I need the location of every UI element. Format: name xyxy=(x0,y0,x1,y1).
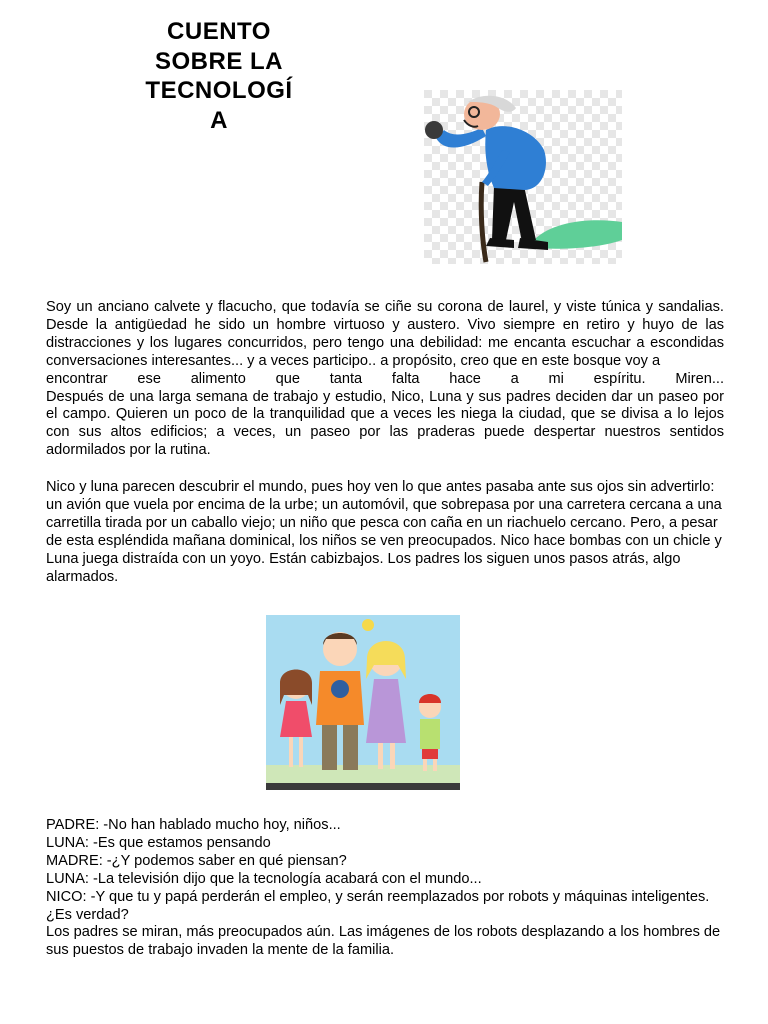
title-line: CUENTO xyxy=(167,18,271,45)
dialogue-line: MADRE: -¿Y podemos saber en qué piensan? xyxy=(46,852,347,869)
document-title xyxy=(138,17,300,135)
title-line: TECNOLOGÍ xyxy=(145,77,293,104)
dialogue-line: PADRE: -No han hablado mucho hoy, niños... xyxy=(46,817,341,833)
dialogue-line: NICO: -Y que tu y papá perderán el empleo, y serán reemplazados por robots y máquinas inteligentes. ¿Es verdad? xyxy=(46,888,710,923)
dialogue-line: LUNA: -La televisión dijo que la tecnología acabará con el mundo... xyxy=(46,870,482,887)
title-line: A xyxy=(210,106,228,134)
paragraph-discovery: Nico y luna parecen descubrir el mundo, pues hoy ven lo que antes pasaba ante sus ojos sin advertirlo: un avión que vuela por encima de la urbe; un automóvil, que sobrepasa por una carretera cercana a una carretilla tirada por un caballo viejo; un niño que pesca con caña en un riachuelo cercano. Pero, a pesar de esta espléndida mañana dominical, los niños se ven preocupados. Nico hace bombas con un chicle y Luna juega distraída con un yoyo. Están cabizbajos. Los padres los siguen unos pasos atrás, algo alarmados. xyxy=(46,479,722,585)
paragraph-intro xyxy=(46,299,724,460)
dialogue-line: LUNA: -Es que estamos pensando xyxy=(46,834,271,851)
family-illustration xyxy=(266,615,460,790)
paragraph-intro-part-2: encontrar ese alimento que tanta falta hace a mi espíritu. Miren... xyxy=(46,370,724,387)
closing-narration: Los padres se miran, más preocupados aún. Las imágenes de los robots desplazando a los hombres de sus puestos de trabajo invaden la mente de la familia. xyxy=(46,924,721,959)
paragraph-intro-part-3: Después de una larga semana de trabajo y estudio, Nico, Luna y sus padres deciden dar un paseo por el campo. Quieren un poco de la tranquilidad que a veces les niega la ciudad, que se divisa a lo lejos con sus altos edificios; a veces, un paseo por las praderas puede despertar nuestros sentidos adormilados por la rutina. xyxy=(46,388,724,459)
paragraph-intro-part-1: Soy un anciano calvete y flacucho, que todavía se ciñe su corona de laurel, y viste túnica y sandalias. Desde la antigüedad he sido un hombre virtuoso y austero. Vivo siempre en retiro y huyo de las distracciones y los lugares concurridos, pero tengo una debilidad: me encanta escuchar a escondidas conversaciones interesantes... y a veces participo.. a propósito, creo que en este bosque voy a xyxy=(46,299,724,369)
title-line: SOBRE LA xyxy=(154,47,283,75)
dialogue-block xyxy=(46,817,724,960)
old-man-illustration xyxy=(424,90,622,264)
